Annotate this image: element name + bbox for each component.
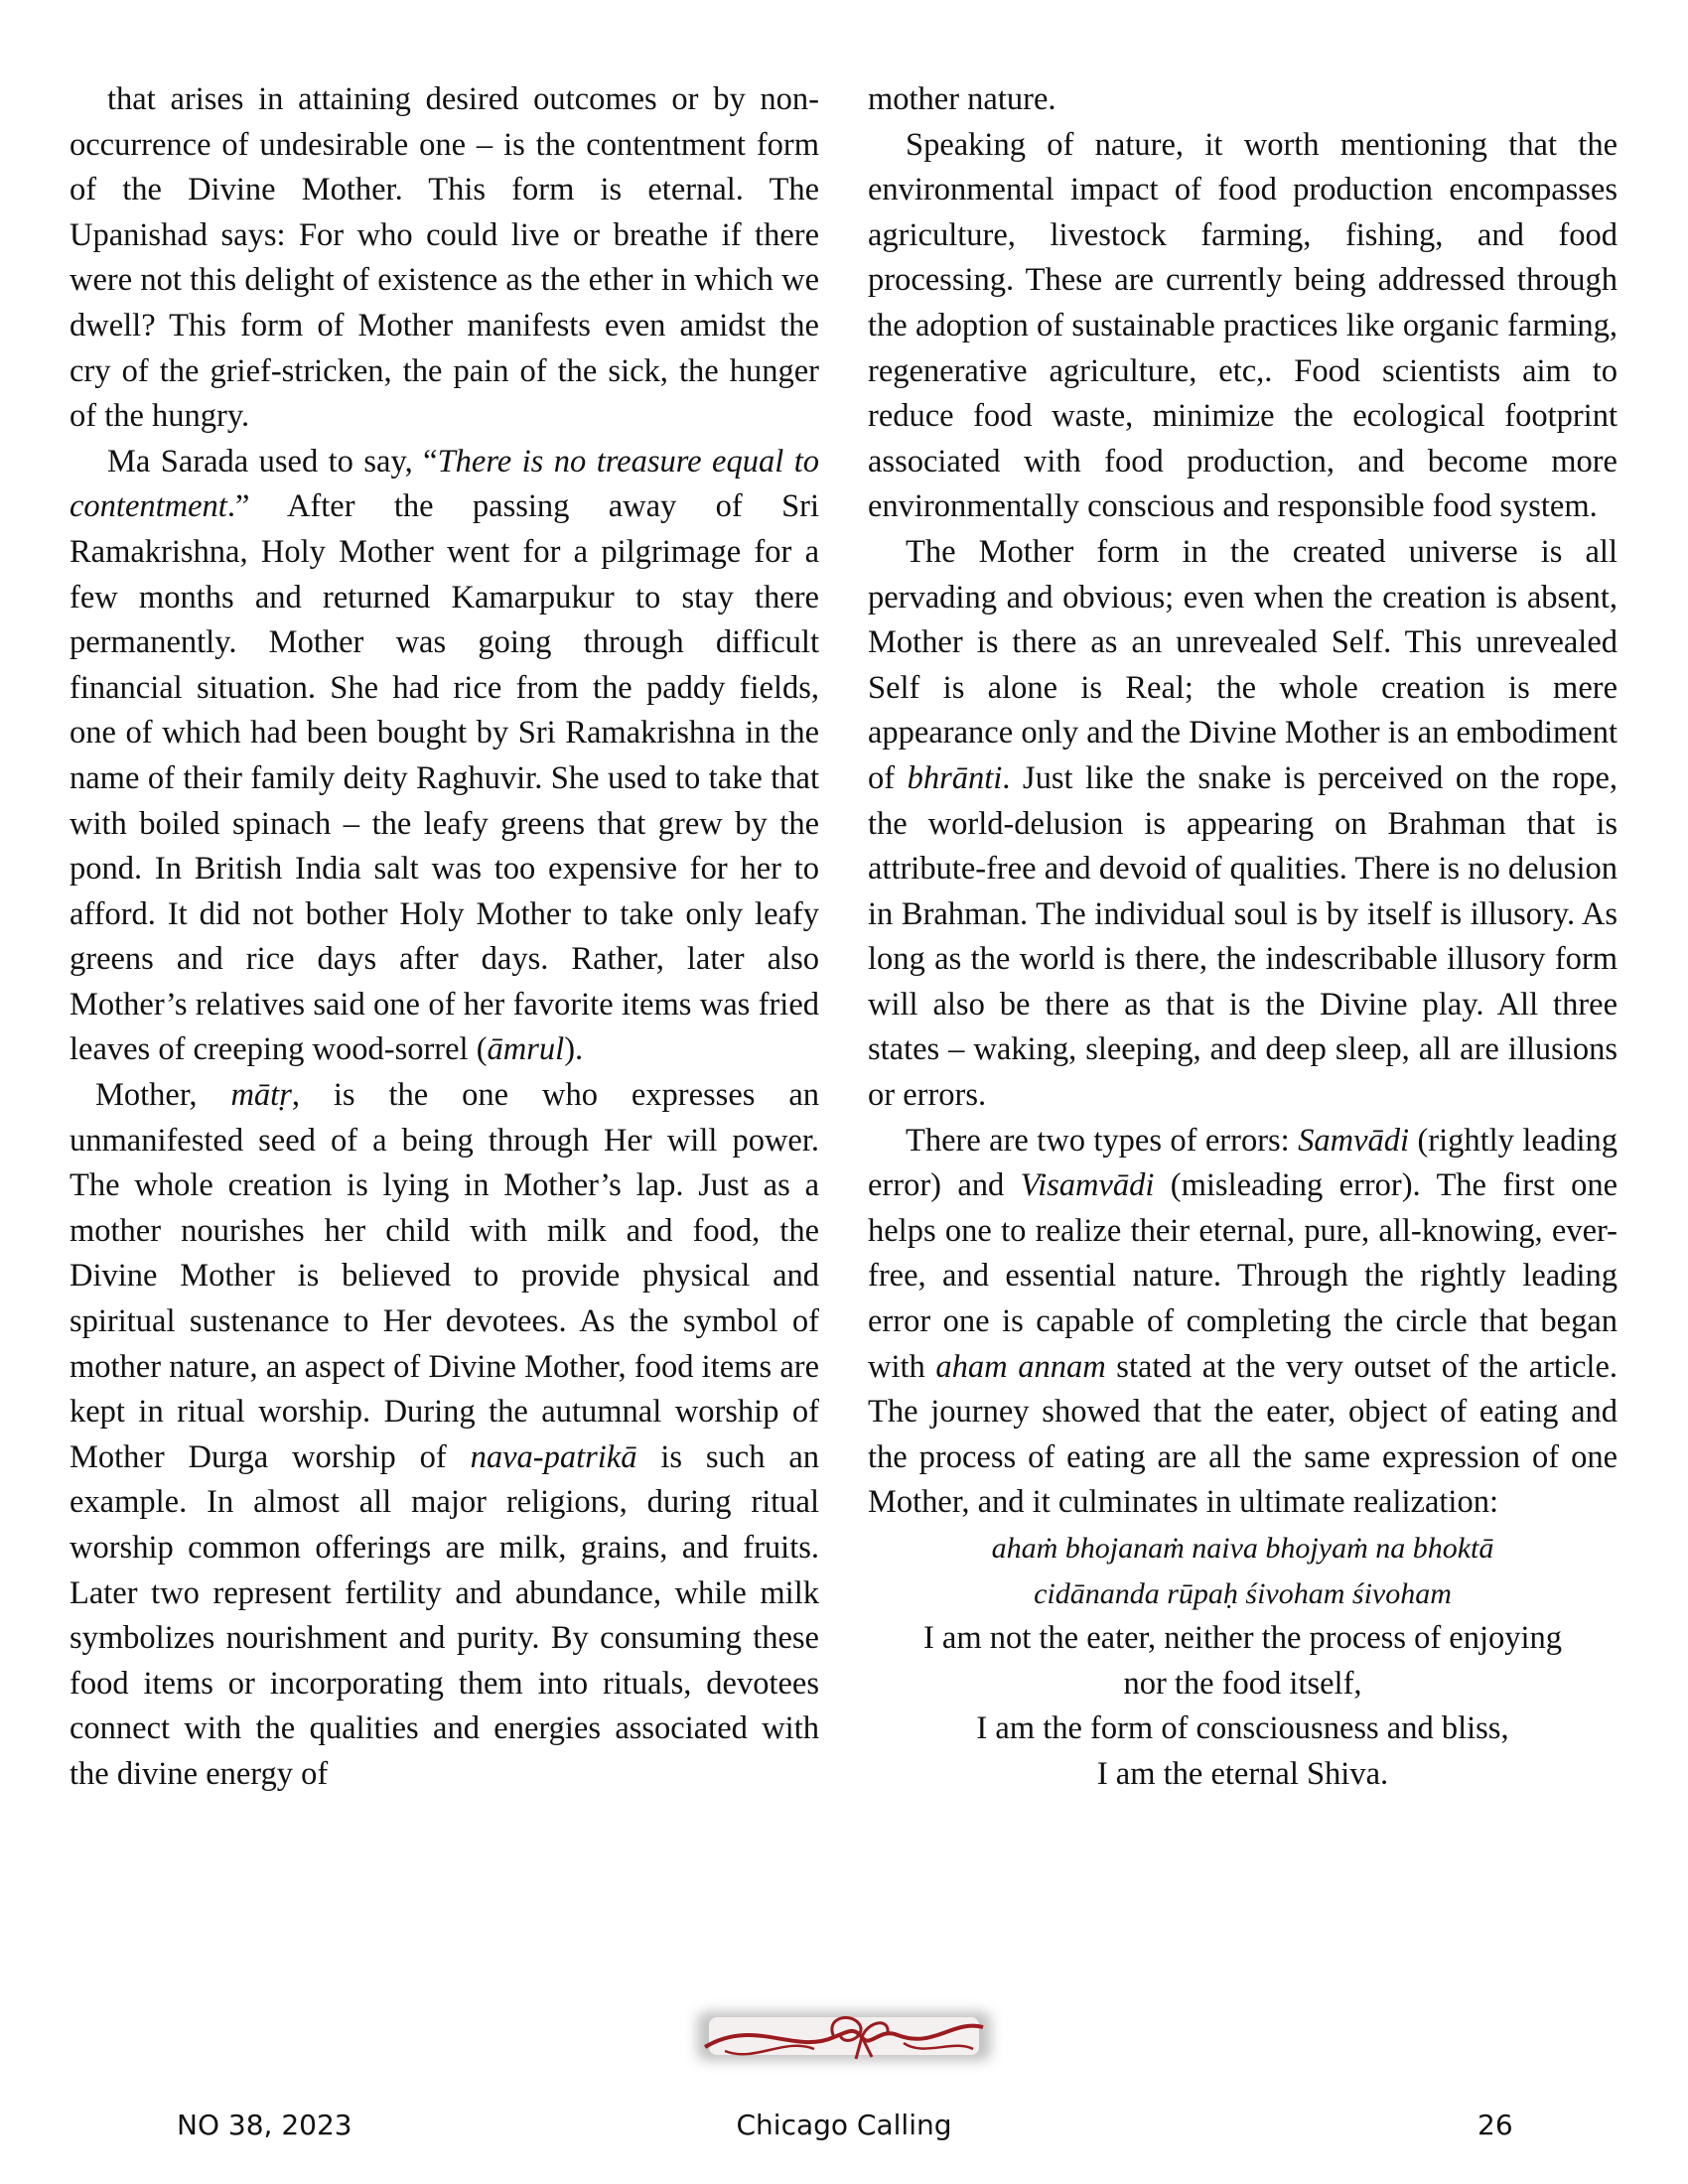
left-p2-term: āmrul <box>487 1031 565 1068</box>
right-p2-text-a: The Mother form in the created universe is all pervading and obvious; even when the creation is absent, Mother is there as an unrevealed Self. This unrevealed Self is alone is Real; the whole creation is mere appearance only and the Divine Mother is an embodiment of <box>868 533 1618 796</box>
left-p2-text-c: ). <box>564 1031 584 1068</box>
right-p2-term: bhrānti <box>907 759 1003 796</box>
left-p3-text-c: is such an example. In almost all major religions, during ritual worship common offerings are milk, grains, and fruits. Later two represent fertility and abundance, while milk symbolizes nourishment and purity. By consuming these food items or incorporating them into rituals, devotees connect with the qualities and energies associated with the divine energy of <box>70 1438 819 1792</box>
right-paragraph-3 <box>868 1119 1618 1526</box>
right-p3-text-d: stated at the very outset of the article. The journey showed that the eater, object of eating and the process of eating are all the same expression of one Mother, and it culminates in ultimate realization: <box>868 1348 1618 1521</box>
page-footer <box>0 2109 1688 2148</box>
right-paragraph-0: mother nature. <box>868 81 1056 117</box>
left-column <box>70 77 819 1798</box>
right-p3-term3: aham annam <box>935 1348 1106 1385</box>
right-column <box>868 77 1618 1798</box>
verse-line-3: I am not the eater, neither the process of enjoying <box>922 1620 1563 1657</box>
red-flourish-ornament-icon <box>685 1997 1003 2075</box>
left-paragraph-1: that arises in attaining desired outcomes or by non-occurrence of undesirable one – is the contentment form of the Divine Mother. This form is eternal. The Upanishad says: For who could live or breathe if there were not this delight of existence as the ether in which we dwell? This form of Mother manifests even amidst the cry of the grief-stricken, the pain of the sick, the hunger of the hungry. <box>70 81 819 435</box>
verse-line-5: I am the form of consciousness and bliss, <box>976 1710 1509 1747</box>
footer-page-number: 26 <box>1477 2109 1513 2141</box>
left-paragraph-3 <box>70 1073 819 1798</box>
left-p2-text-b: .” After the passing away of Sri Ramakrishna, Holy Mother went for a pilgrimage for a few months and returned Kamarpukur to stay there permanently. Mother was going through difficult financial situation. She had rice from the paddy fields, one of which had been bought by Sri Ramakrishna in the name of their family deity Raghuvir. She used to take that with boiled spinach – the leafy greens that grew by the pond. In British India salt was too expensive for her to afford. It did not bother Holy Mother to take only leafy greens and rice days after days. Rather, later also Mother’s relatives said one of her favorite items was fried leaves of creeping wood-sorrel ( <box>70 488 819 1068</box>
left-p3-term2: nava-patrikā <box>470 1438 637 1475</box>
right-p3-text-a: There are two types of errors: <box>906 1122 1299 1159</box>
right-p3-text-c: (misleading error). The first one helps one to realize their eternal, pure, all-knowing, ever-free, and essential nature. Through the rightly leading error one is capable of completing the circle that began with <box>868 1167 1618 1385</box>
left-p3-text-b: , is the one who expresses an unmanifested seed of a being through Her will power. The whole creation is lying in Mother’s lap. Just as a mother nourishes her child with milk and food, the Divine Mother is believed to provide physical and spiritual sustenance to Her devotees. As the symbol of mother nature, an aspect of Divine Mother, food items are kept in ritual worship. During the autumnal worship of Mother Durga worship of <box>70 1077 820 1475</box>
verse-line-4: nor the food itself, <box>1123 1665 1362 1702</box>
right-p3-term1: Samvādi <box>1298 1122 1410 1159</box>
verse-line-2: cidānanda rūpaḥ śivoham śivoham <box>1034 1576 1452 1610</box>
verse-line-6: I am the eternal Shiva. <box>1096 1755 1389 1792</box>
left-p2-quote: There is no treasure equal to contentment <box>70 443 819 525</box>
right-paragraph-2 <box>868 530 1618 1119</box>
left-p3-text-a: Mother, <box>95 1077 231 1114</box>
footer-issue: NO 38, 2023 <box>177 2109 352 2141</box>
left-paragraph-2 <box>70 440 819 1073</box>
ornament-svg <box>685 1997 1003 2075</box>
right-p3-text-b: (rightly leading error) and <box>868 1122 1618 1204</box>
footer-publication: Chicago Calling <box>736 2109 952 2141</box>
right-p3-term2: Visamvādi <box>1020 1167 1155 1204</box>
verse-line-1: ahaṁ bhojanaṁ naiva bhojyaṁ na bhoktā <box>991 1532 1494 1565</box>
left-p2-text-a: Ma Sarada used to say, “ <box>107 443 438 479</box>
left-p3-term1: mātṛ <box>230 1077 292 1114</box>
right-p2-text-b: . Just like the snake is perceived on the rope, the world-delusion is appearing on Brahman that is attribute-free and devoid of qualities. There is no delusion in Brahman. The individual soul is by itself is illusory. As long as the world is there, the indescribable illusory form will also be there as that is the Divine play. All three states – waking, sleeping, and deep sleep, all are illusions or errors. <box>868 759 1618 1114</box>
right-paragraph-1: Speaking of nature, it worth mentioning that the environmental impact of food production encompasses agriculture, livestock farming, fishing, and food processing. These are currently being addressed through the adoption of sustainable practices like organic farming, regenerative agriculture, etc,. Food scientists aim to reduce food waste, minimize the ecological footprint associated with food production, and become more environmentally conscious and responsible food system. <box>868 126 1618 525</box>
